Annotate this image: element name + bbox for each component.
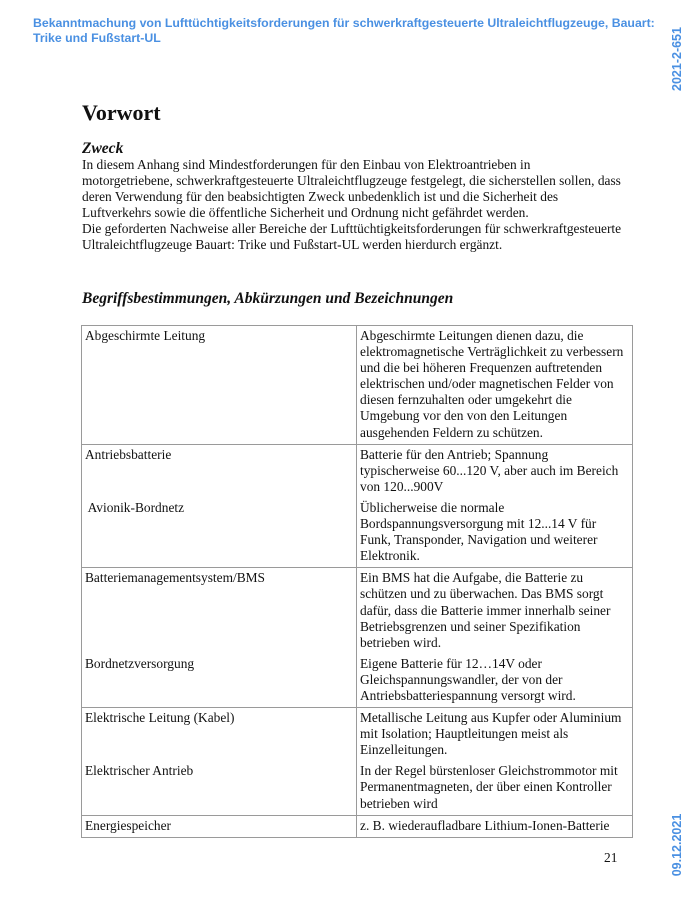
- page-number: 21: [604, 850, 618, 865]
- term-cell: Bordnetzversorgung: [82, 654, 357, 708]
- table-row: [82, 815, 633, 837]
- table-row: [82, 708, 633, 762]
- table-row: [82, 761, 633, 815]
- term-cell: Avionik-Bordnetz: [82, 498, 357, 568]
- document-date-vertical: 09.12.2021: [670, 813, 684, 877]
- definition-cell: Abgeschirmte Leitungen dienen dazu, die elektromagnetische Verträglichkeit zu verbessern und die bei höheren Frequenzen auftretenden elektrischen und/oder magnetischen Felder von diesen fernzuhalten oder umgekehrt die Umgebung vor den von den Leitungen ausgehenden Feldern zu schützen.: [357, 326, 633, 445]
- term-cell: Elektrische Leitung (Kabel): [82, 708, 357, 762]
- term-cell: Abgeschirmte Leitung: [82, 326, 357, 445]
- table-row: [82, 568, 633, 654]
- definition-cell: Metallische Leitung aus Kupfer oder Aluminium mit Isolation; Hauptleitungen meist als Einzelleitungen.: [357, 708, 633, 762]
- document-header-title: Bekanntmachung von Lufttüchtigkeitsforderungen für schwerkraftgesteuerte Ultraleichtflugzeuge, Bauart: Trike und Fußstart-UL: [33, 16, 655, 45]
- table-row: [82, 654, 633, 708]
- table-row: [82, 326, 633, 445]
- term-cell: Antriebsbatterie: [82, 444, 357, 498]
- purpose-paragraph: Die geforderten Nachweise aller Bereiche der Lufttüchtigkeitsforderungen für schwerkraftgesteuerte Ultraleichtflugzeuge Bauart: Trike und Fußstart-UL werden hierdurch ergänzt.: [82, 221, 622, 253]
- definition-cell: z. B. wiederaufladbare Lithium-Ionen-Batterie: [357, 815, 633, 837]
- table-row: [82, 498, 633, 568]
- definition-cell: Ein BMS hat die Aufgabe, die Batterie zu schützen und zu überwachen. Das BMS sorgt dafür, dass die Batterie immer innerhalb seiner Betriebsgrenzen und seiner Spezifikation betrieben wird.: [357, 568, 633, 654]
- definition-cell: In der Regel bürstenloser Gleichstrommotor mit Permanentmagneten, der über einen Kontroller betrieben wird: [357, 761, 633, 815]
- table-row: [82, 444, 633, 498]
- document-number-vertical: 2021-2-651: [670, 27, 684, 91]
- term-cell: Energiespeicher: [82, 815, 357, 837]
- definition-cell: Batterie für den Antrieb; Spannung typischerweise 60...120 V, aber auch im Bereich von 120...900V: [357, 444, 633, 498]
- term-cell: Elektrischer Antrieb: [82, 761, 357, 815]
- purpose-paragraph: In diesem Anhang sind Mindestforderungen für den Einbau von Elektroantrieben in motorgetriebene, schwerkraftgesteuerte Ultraleichtflugzeuge festgelegt, die sicherstellen sollen, dass deren Verwendung für den beabsichtigten Zweck unbedenklich ist und die Sicherheit des Luftverkehrs sowie die öffentliche Sicherheit und Ordnung nicht gefährdet werden.: [82, 157, 621, 221]
- definition-cell: Eigene Batterie für 12…14V oder Gleichspannungswandler, der von der Antriebsbatteriespannung versorgt wird.: [357, 654, 633, 708]
- subheading-zweck: Zweck: [82, 140, 124, 157]
- purpose-text: [82, 157, 622, 254]
- definition-cell: Üblicherweise die normale Bordspannungsversorgung mit 12...14 V für Funk, Transponder, Navigation und weiterer Elektronik.: [357, 498, 633, 568]
- definitions-table: [81, 325, 633, 838]
- subheading-definitions: Begriffsbestimmungen, Abkürzungen und Bezeichnungen: [82, 290, 454, 307]
- term-cell: Batteriemanagementsystem/BMS: [82, 568, 357, 654]
- section-heading-vorwort: Vorwort: [82, 100, 161, 125]
